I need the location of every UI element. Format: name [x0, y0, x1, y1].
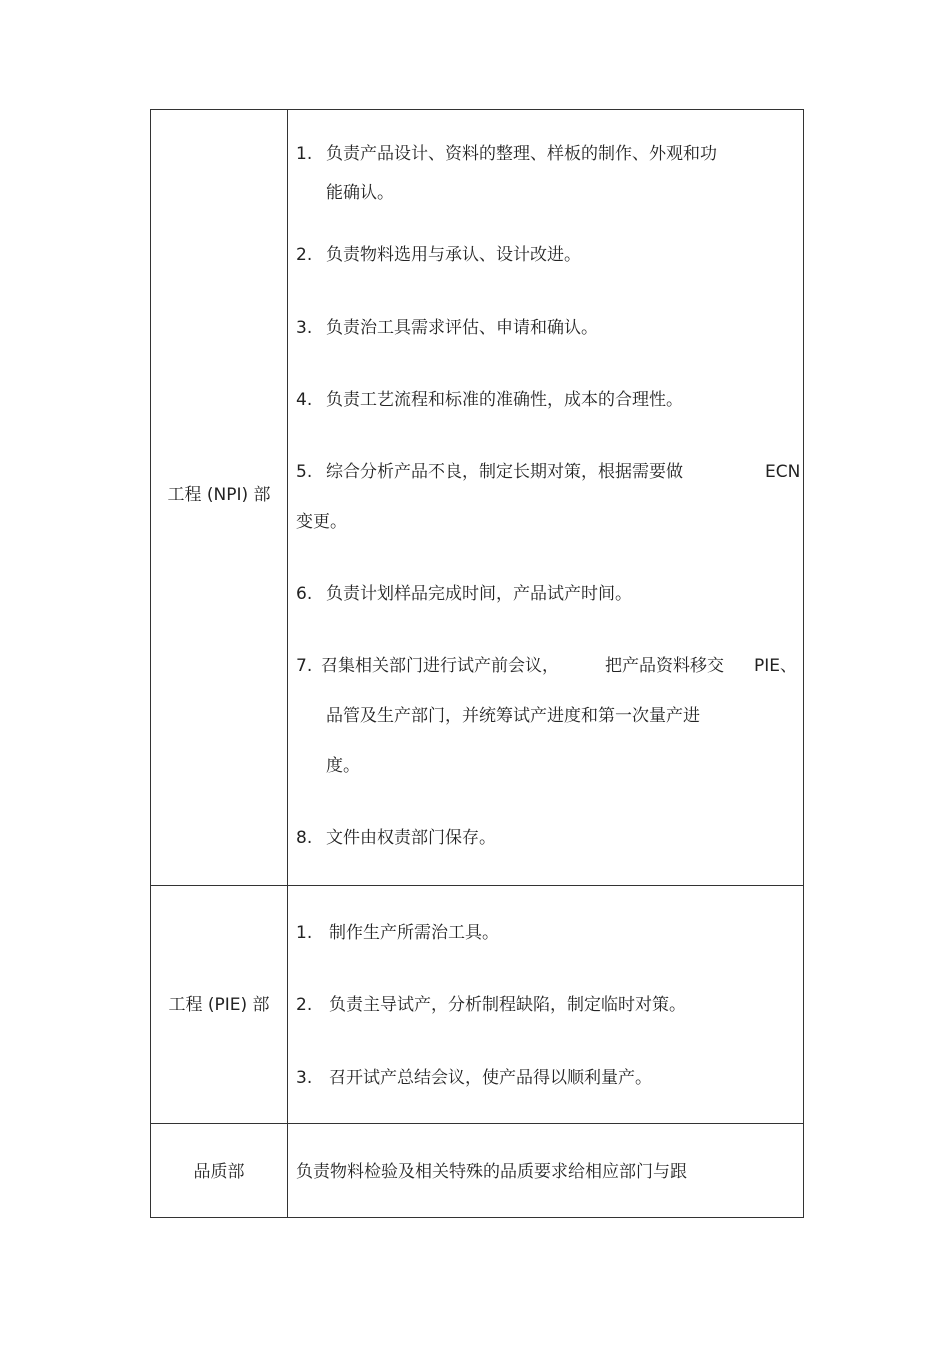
item-text: 能确认。	[326, 183, 394, 203]
item-text: 综合分析产品不良，制定长期对策，根据需要做	[326, 462, 683, 482]
item-text: 变更。	[296, 512, 347, 532]
item-number: 7.	[296, 656, 313, 676]
item-text: 品管及生产部门，并统筹试产进度和第一次量产进	[326, 706, 700, 726]
item-text: 召开试产总结会议，使产品得以顺利量产。	[329, 1068, 652, 1088]
item-text: 负责计划样品完成时间，产品试产时间。	[326, 584, 632, 604]
item-text: 度。	[326, 756, 360, 776]
responsibility-table	[150, 109, 804, 1218]
item-text: 负责工艺流程和标准的准确性，成本的合理性。	[326, 390, 683, 410]
item-text: 负责产品设计、资料的整理、样板的制作、外观和功	[326, 144, 717, 164]
item-text: 把产品资料移交	[605, 656, 724, 676]
item-text: PIE、	[754, 656, 798, 676]
item-number: 8.	[296, 828, 313, 848]
dept-npi-label: 工程 (NPI) 部	[167, 485, 271, 505]
row-divider	[151, 885, 803, 886]
item-text: 制作生产所需治工具。	[329, 923, 499, 943]
item-number: 6.	[296, 584, 313, 604]
item-number: 2.	[296, 245, 313, 265]
dept-pie-label: 工程 (PIE) 部	[168, 995, 270, 1015]
item-number: 1.	[296, 923, 313, 943]
item-text: ECN	[765, 462, 801, 482]
item-text: 负责治工具需求评估、申请和确认。	[326, 318, 598, 338]
item-number: 4.	[296, 390, 313, 410]
item-text: 负责物料选用与承认、设计改进。	[326, 245, 581, 265]
item-text: 文件由权责部门保存。	[326, 828, 496, 848]
item-text: 负责主导试产，分析制程缺陷，制定临时对策。	[329, 995, 686, 1015]
item-number: 2.	[296, 995, 313, 1015]
dept-quality-label: 品质部	[193, 1162, 245, 1182]
item-number: 3.	[296, 318, 313, 338]
item-number: 1.	[296, 144, 313, 164]
row-divider	[151, 1123, 803, 1124]
item-number: 3.	[296, 1068, 313, 1088]
item-text: 负责物料检验及相关特殊的品质要求给相应部门与跟	[296, 1162, 687, 1182]
item-text: 召集相关部门进行试产前会议，	[321, 656, 559, 676]
column-divider	[287, 110, 288, 1217]
item-number: 5.	[296, 462, 313, 482]
